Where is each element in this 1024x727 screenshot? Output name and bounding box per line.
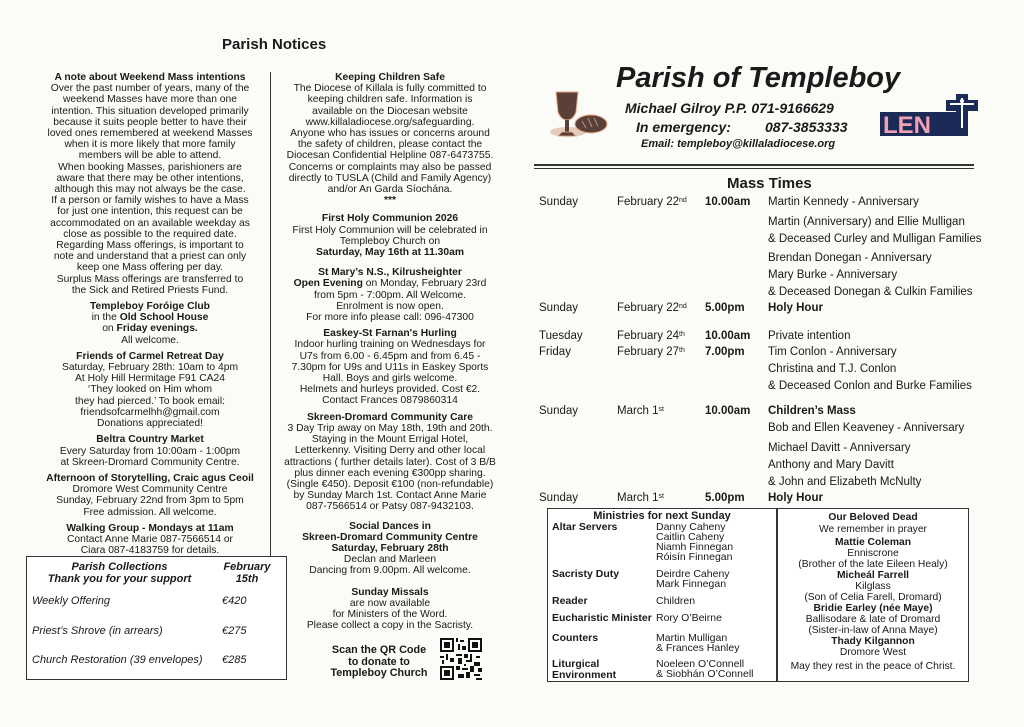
text-line: 3 Day Trip away on May 18th, 19th and 20th. (287, 422, 493, 434)
collections-heading (27, 561, 212, 585)
text-line: First Holy Communion will be celebrated in (292, 224, 488, 236)
mass-intention: & Deceased Curley and Mulligan Families (768, 233, 982, 246)
mass-time: 7.00pm (705, 346, 745, 358)
storytelling-text (28, 484, 272, 518)
children-safe-text (274, 83, 506, 195)
deceased-name: Bridie Earley (née Maye) (813, 603, 933, 614)
open-evening (274, 278, 506, 289)
text-line: plus dinner each evening €300pp sharing. (294, 467, 486, 479)
text-line: for Ministers of the Word. (332, 608, 448, 620)
storytelling-heading: Afternoon of Storytelling, Craic agus Ceoil (46, 472, 254, 484)
ministry-role: Reader (552, 595, 588, 607)
collections-title: Parish Collections (71, 561, 168, 573)
mass-intention: Anthony and Mary Davitt (768, 459, 894, 472)
mass-day: Friday (539, 346, 571, 358)
ministry-name: Niamh Finnegan (656, 541, 734, 553)
text-line: Templeboy Church on (339, 235, 441, 247)
open-evening-date: on Monday, February 23rd (362, 278, 487, 290)
collections-subtitle: Thank you for your support (47, 573, 192, 585)
beloved-dead-closing: May they rest in the peace of Christ. (790, 661, 956, 672)
communion-text (274, 225, 506, 247)
text-line: 087-7566514 or Patsy 087-9432103. (306, 501, 474, 513)
mass-day: Sunday (539, 302, 579, 314)
mass-intention: Bob and Ellen Keaveney - Anniversary (768, 422, 965, 435)
collection-amount: €275 (222, 625, 247, 637)
text-line: Contact Anne Marie 087-7566514 or (66, 533, 233, 545)
ministry-name: & Siobhán O’Connell (656, 668, 754, 680)
ministries-box (547, 508, 777, 682)
dances-heading-1: Social Dances in (349, 520, 431, 532)
text-line: 7.30pm for U9s and U11s in Easkey Sports (291, 361, 489, 373)
mass-date (617, 346, 685, 359)
text-line: Concerns or complaints may also be passed (288, 161, 492, 173)
emergency-phone: 087-3853333 (765, 119, 848, 135)
hurling-heading: Easkey-St Farnan's Hurling (323, 328, 457, 340)
mass-date (617, 330, 685, 343)
text-line: directly to TUSLA (Child and Family Agency) (288, 172, 492, 184)
text-line: Sunday, February 22nd from 3pm to 5pm (56, 495, 244, 507)
community-care-heading: Skreen-Dromard Community Care (307, 411, 473, 423)
text-line: keep one Mass offering per day. (76, 262, 224, 274)
text-line: Anyone who has issues or concerns around (290, 128, 490, 140)
text-line: Regarding Mass offerings, is important to (56, 240, 244, 252)
text-line: the Sick and Retired Priests Fund. (71, 284, 229, 296)
ministry-name: Rory O’Beirne (656, 612, 722, 624)
mass-intention: Tim Conlon - Anniversary (768, 346, 897, 358)
mass-date (617, 196, 687, 209)
text-line: aware that there may be other intentions, (56, 172, 244, 184)
collection-label: Weekly Offering (32, 595, 111, 607)
beloved-dead-box (777, 508, 969, 682)
deceased-name: Micheál Farrell (836, 570, 910, 581)
text-line: If a person or family wishes to have a Mass (51, 195, 249, 207)
collections-date (217, 561, 277, 585)
text-line: ‘They looked on Him whom (87, 384, 213, 396)
mass-day: Sunday (539, 405, 579, 417)
text-line: When booking Masses, parishioners are (58, 161, 242, 173)
text-line: and/or An Garda Síochána. (327, 184, 453, 196)
mass-date-suffix: st (658, 406, 664, 413)
weekend-note-heading: A note about Weekend Mass intentions (54, 72, 246, 83)
hurling-text (274, 339, 506, 406)
mass-date-suffix: nd (679, 303, 687, 310)
ministry-role: Eucharistic Minister (552, 612, 652, 624)
parish-name: Parish of Templeboy (616, 62, 901, 94)
deceased-detail: Ballisodare & late of Dromard (805, 614, 941, 625)
mass-times-title: Mass Times (727, 175, 812, 192)
collection-amount: €420 (222, 595, 247, 607)
text-line: Templeboy Church (330, 667, 428, 680)
mass-intention: Brendan Donegan - Anniversary (768, 252, 932, 264)
foroige-time-prefix: on (102, 323, 117, 335)
text-line: Free admission. All welcome. (83, 506, 217, 518)
mass-date (617, 302, 687, 315)
text-line: Scan the QR Code (331, 644, 427, 657)
text-line: www.killaladiocese.org/safeguarding. (305, 116, 475, 128)
foroige-time (28, 323, 272, 334)
text-line: because it suits people better to have their (53, 116, 247, 128)
mass-intention-bold: Holy Hour (768, 492, 823, 504)
open-evening-label: Open Evening (293, 278, 363, 290)
mass-intention: Christina and T.J. Conlon (768, 363, 897, 376)
mass-date (617, 492, 664, 505)
mass-intention: Private intention (768, 330, 851, 342)
collection-amount: €285 (222, 654, 247, 666)
page-title: Parish Notices (222, 36, 327, 53)
text-line: Contact Frances 0879860314 (322, 395, 458, 407)
text-line: Hall. Boys and girls welcome. (322, 373, 458, 385)
qr-text (304, 645, 454, 680)
text-line: available on the Diocesan website (312, 105, 468, 117)
parish-collections-box (26, 556, 287, 680)
community-care (274, 412, 506, 513)
mass-date-suffix: st (658, 493, 664, 500)
qr-donate-text (304, 645, 454, 680)
mass-time: 10.00am (705, 196, 751, 208)
deceased-name: Mattie Coleman (834, 537, 912, 548)
st-marys-ns (274, 267, 506, 323)
social-dances (274, 521, 506, 577)
text-line: Over the past number of years, many of the (50, 83, 250, 95)
foroige-club (28, 301, 272, 346)
text-line: keeping children safe. Information is (307, 94, 473, 106)
ministry-name: & Frances Hanley (656, 642, 740, 654)
deceased-detail: Kilglass (855, 581, 891, 592)
text-line: although this may not always be the case. (54, 184, 246, 196)
mass-time: 5.00pm (705, 302, 745, 314)
lent-logo-text: LEN (883, 112, 931, 138)
mass-time: 5.00pm (705, 492, 745, 504)
ministry-name: Róisín Finnegan (656, 551, 733, 563)
text-line: Saturday, February 28th: 10am to 4pm (61, 362, 239, 374)
carmel-text (28, 362, 272, 429)
ministry-name: Mark Finnegan (656, 578, 727, 590)
text-line: for just one intention, this request can be (57, 206, 243, 218)
community-care-text (274, 423, 506, 513)
text-line: by Sunday March 1st. Contact Anne Marie (293, 490, 487, 502)
text-line: The Diocese of Killala is fully committed to (293, 83, 487, 95)
text-line: to donate to (348, 655, 410, 668)
text-line: Letterkenny. Visiting Derry and other local (294, 445, 486, 457)
deceased-detail: (Son of Celia Farell, Dromard) (804, 592, 942, 603)
collections-date-day: 15th (235, 573, 259, 585)
emergency-label: In emergency: (636, 119, 731, 135)
missals-heading: Sunday Missals (351, 586, 429, 598)
text-line: Declan and Marleen (343, 554, 437, 566)
mass-day: Sunday (539, 492, 579, 504)
foroige-location-name: Old School House (119, 312, 209, 324)
foroige-heading: Templeboy Foróige Club (90, 301, 210, 313)
text-line: friendsofcarmelhh@gmail.com (80, 406, 220, 418)
header-rule-top (534, 164, 974, 166)
text-line: Diocesan Confidential Helpline 087-6473755. (286, 150, 494, 162)
text-line: when it is more likely that more family (64, 139, 236, 151)
separator-stars: *** (383, 195, 397, 207)
text-line: Dromore West Community Centre (72, 484, 228, 496)
text-line: Please collect a copy in the Sacristy. (306, 620, 474, 632)
mass-date-suffix: nd (679, 197, 687, 204)
missals-text (274, 598, 506, 632)
notices-column-1 (28, 72, 272, 561)
collection-label: Church Restoration (39 envelopes) (32, 654, 203, 666)
weekend-mass-note (28, 72, 272, 296)
deceased-detail: (Sister-in-law of Anna Maye) (808, 625, 938, 636)
text-line: attractions ( further details later). Cost of 3 B/B (284, 456, 496, 468)
mass-date (617, 405, 664, 418)
text-line: the safety of children, please contact the (297, 139, 483, 151)
text-line: close as possible to the required date. (63, 228, 237, 240)
text-line: they had pierced.’ To book email: (75, 395, 225, 407)
walking-heading: Walking Group - Mondays at 11am (66, 522, 234, 534)
chalice-bread-icon (548, 88, 608, 143)
beloved-dead-subtitle: We remember in prayer (819, 524, 927, 535)
carmel-retreat (28, 351, 272, 429)
text-line: members will be able to attend. (78, 150, 222, 162)
mass-date-text: February 22 (617, 196, 680, 208)
deceased-detail: (Brother of the late Eileen Healy) (798, 559, 948, 570)
mass-time: 10.00am (705, 330, 751, 342)
mass-intention: Michael Davitt - Anniversary (768, 442, 911, 454)
mass-intention: & Deceased Conlon and Burke Families (768, 380, 972, 393)
mass-intention: & Deceased Donegan & Culkin Families (768, 286, 973, 299)
beloved-dead-title: Our Beloved Dead (828, 512, 918, 523)
ministry-name: Danny Caheny (656, 521, 726, 533)
communion-date: Saturday, May 16th at 11.30am (315, 247, 465, 259)
text-line: For more info please call: 096-47300 (306, 312, 474, 324)
ministry-role: Environment (552, 668, 617, 681)
foroige-time-value: Friday evenings. (116, 323, 198, 335)
mass-day: Sunday (539, 196, 579, 208)
text-line: Ciara 087-4183759 for details. (80, 545, 220, 557)
mass-date-text: March 1 (617, 492, 659, 504)
ministry-name: Martin Mulligan (656, 632, 728, 644)
text-line: weekend Masses have more than one (62, 94, 237, 106)
text-line: accommodated on an available weekday as (50, 217, 250, 229)
text-line: U7s from 6.00 - 6.45pm and from 6.45 - (299, 350, 481, 362)
first-communion (274, 213, 506, 258)
text-line: note and understand that a priest can only (53, 251, 247, 263)
storytelling (28, 473, 272, 518)
header-rule-bottom (534, 168, 974, 169)
ministries-title: Ministries for next Sunday (593, 510, 731, 522)
ministry-role: Counters (552, 632, 599, 644)
sunday-missals (274, 587, 506, 632)
mass-time: 10.00am (705, 405, 751, 417)
mass-date-text: February 22 (617, 302, 680, 314)
lent-logo (880, 94, 980, 138)
ministry-role: Liturgical (552, 658, 600, 670)
hurling (274, 328, 506, 406)
foroige-location-prefix: in the (91, 312, 120, 324)
text-line: are now available (349, 597, 431, 609)
text-line: (Single €450). Deposit €100 (non-refundable) (286, 478, 494, 490)
mass-date-suffix: th (679, 347, 685, 354)
mass-intention: Martin Kennedy - Anniversary (768, 196, 919, 208)
mass-intention-bold: Children’s Mass (768, 405, 856, 417)
text-line: from 5pm - 7:00pm. All Welcome. (313, 289, 467, 301)
beltra-heading: Beltra Country Market (96, 434, 204, 446)
text-line: loved ones remembered at weekend Masses (47, 128, 253, 140)
text-line: intention. This situation developed primarily (51, 105, 249, 117)
weekend-note-text (28, 83, 272, 296)
mass-date-text: March 1 (617, 405, 659, 417)
text-line: Every Saturday from 10:00am - 1:00pm (59, 445, 241, 457)
ministry-role: Altar Servers (552, 521, 618, 533)
foroige-location (28, 312, 272, 323)
parish-email[interactable]: Email: templeboy@killaladiocese.org (641, 138, 836, 150)
text-line: Staying in the Mount Errigal Hotel, (311, 434, 469, 446)
mass-intention-bold: Holy Hour (768, 302, 823, 314)
beltra-market (28, 434, 272, 468)
ministry-name: Noeleen O’Connell (656, 658, 745, 670)
mass-date-suffix: th (679, 331, 685, 338)
deceased-detail: Dromore West (839, 647, 907, 658)
mass-intention: Mary Burke - Anniversary (768, 269, 898, 282)
text-line: Donations appreciated! (97, 418, 203, 430)
mass-intention: Martin (Anniversary) and Ellie Mulligan (768, 216, 965, 228)
walking-group (28, 523, 272, 557)
deceased-detail: Enniscrone (847, 548, 899, 559)
collections-date-month: February (223, 561, 271, 573)
notices-column-2 (274, 72, 506, 680)
ministry-name: Deirdre Caheny (656, 568, 730, 580)
text-line: Enrolment is now open. (336, 300, 444, 312)
text-line: at Skreen-Dromard Community Centre. (60, 456, 240, 468)
mass-date-text: February 24 (617, 330, 680, 342)
mass-intention: & John and Elizabeth McNulty (768, 476, 922, 489)
walking-text (28, 534, 272, 556)
text-line: Helmets and hurleys provided. Cost €2. (299, 384, 481, 396)
carmel-heading: Friends of Carmel Retreat Day (76, 350, 224, 362)
dances-heading-2: Skreen-Dromard Community Centre (302, 531, 478, 543)
qr-code-icon[interactable] (440, 638, 482, 680)
foroige-welcome: All welcome. (121, 334, 179, 346)
dances-date: Saturday, February 28th (331, 542, 449, 554)
ministry-name: Children (656, 595, 696, 607)
text-line: Surplus Mass offerings are transferred to (56, 273, 244, 285)
beltra-text (28, 446, 272, 468)
priest-contact: Michael Gilroy P.P. 071-9166629 (625, 100, 834, 116)
ministry-role: Sacristy Duty (552, 568, 620, 580)
mass-day: Tuesday (539, 330, 583, 342)
dances-text (274, 554, 506, 576)
st-marys-text (274, 290, 506, 324)
children-safe-heading: Keeping Children Safe (335, 72, 445, 83)
text-line: Indoor hurling training on Wednesdays for (294, 339, 486, 351)
collection-label: Priest’s Shrove (in arrears) (32, 625, 163, 637)
mass-date-text: February 27 (617, 346, 680, 358)
deceased-name: Thady Kilgannon (831, 636, 915, 647)
keeping-children-safe (274, 72, 506, 206)
text-line: Dancing from 9.00pm. All welcome. (309, 565, 471, 577)
communion-heading: First Holy Communion 2026 (321, 213, 459, 225)
text-line: At Holy Hill Hermitage F91 CA24 (75, 373, 225, 385)
st-marys-heading: St Mary’s N.S., Kilrusheighter (318, 267, 462, 279)
ministry-name: Caitlin Caheny (656, 531, 725, 543)
